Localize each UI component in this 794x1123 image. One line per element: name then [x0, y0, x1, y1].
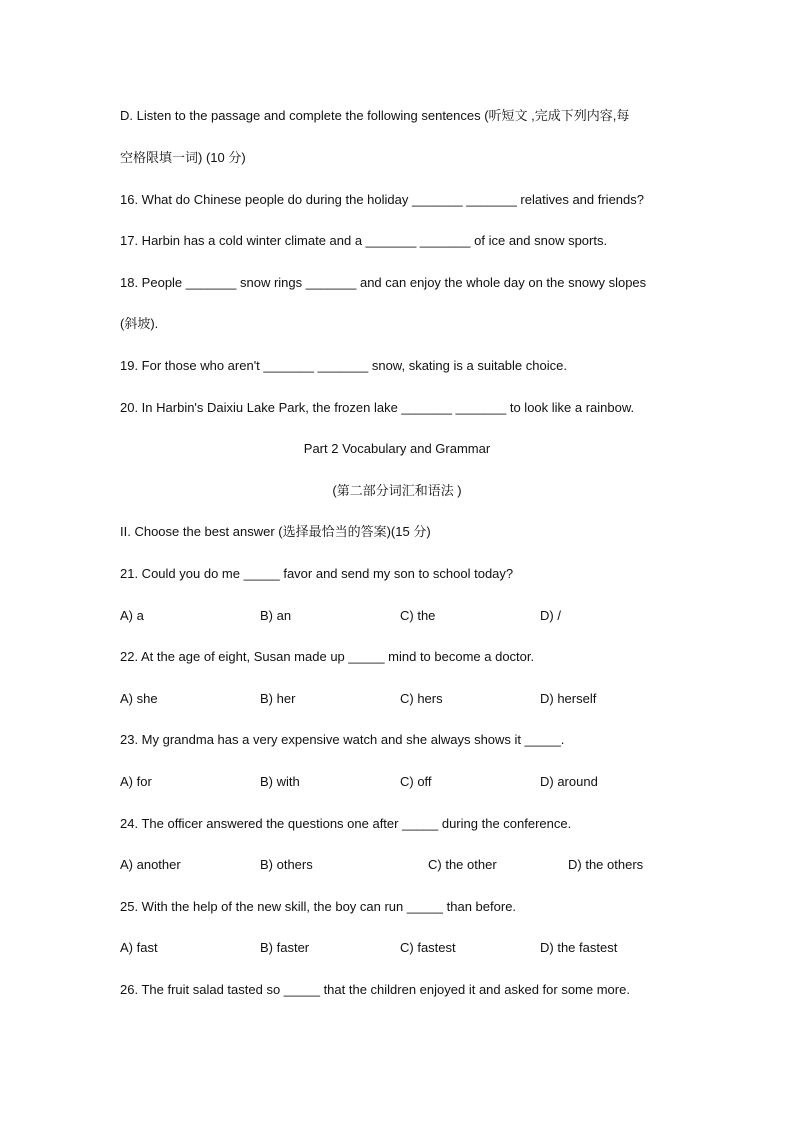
q21-option-a: A) a: [120, 608, 144, 623]
question-17: 17. Harbin has a cold winter climate and a _______ _______ of ice and snow sports.: [120, 233, 608, 248]
q24-option-b: B) others: [260, 857, 313, 872]
q21-option-d: D) /: [540, 608, 561, 623]
part2-title: Part 2 Vocabulary and Grammar: [303, 441, 491, 456]
q22-option-a: A) she: [120, 691, 158, 706]
question-25: 25. With the help of the new skill, the boy can run _____ than before.: [120, 899, 517, 914]
q21-option-b: B) an: [260, 608, 292, 623]
question-24: 24. The officer answered the questions one after _____ during the conference.: [120, 816, 572, 831]
q24-option-a: A) another: [120, 857, 181, 872]
question-19: 19. For those who aren't _______ _______ snow, skating is a suitable choice.: [120, 358, 567, 373]
question-22: 22. At the age of eight, Susan made up _____ mind to become a doctor.: [120, 649, 535, 664]
section-ii-heading: II. Choose the best answer (选择最恰当的答案)(15 分): [120, 524, 431, 539]
q22-option-c: C) hers: [400, 691, 443, 706]
q23-option-c: C) off: [400, 774, 432, 789]
q25-option-c: C) fastest: [400, 940, 456, 955]
question-16: 16. What do Chinese people do during the holiday _______ _______ relatives and friends?: [120, 192, 644, 207]
q23-option-b: B) with: [260, 774, 300, 789]
question-26: 26. The fruit salad tasted so _____ that the children enjoyed it and asked for some more.: [120, 982, 630, 997]
q24-option-c: C) the other: [428, 857, 497, 872]
question-18: 18. People _______ snow rings _______ and can enjoy the whole day on the snowy slopes: [120, 275, 647, 290]
question-18-continuation: (斜坡).: [120, 316, 159, 331]
question-21: 21. Could you do me _____ favor and send my son to school today?: [120, 566, 514, 581]
question-20: 20. In Harbin's Daixiu Lake Park, the frozen lake _______ _______ to look like a rainbow.: [120, 400, 635, 415]
part2-subtitle: (第二部分词汇和语法 ): [332, 483, 462, 498]
q25-option-b: B) faster: [260, 940, 310, 955]
q23-option-a: A) for: [120, 774, 152, 789]
q21-option-c: C) the: [400, 608, 436, 623]
q25-option-a: A) fast: [120, 940, 158, 955]
q25-option-d: D) the fastest: [540, 940, 618, 955]
q22-option-b: B) her: [260, 691, 296, 706]
section-d-heading-line2: 空格限填一词) (10 分): [120, 150, 246, 165]
q22-option-d: D) herself: [540, 691, 597, 706]
question-23: 23. My grandma has a very expensive watch and she always shows it _____.: [120, 732, 565, 747]
q23-option-d: D) around: [540, 774, 598, 789]
q24-option-d: D) the others: [568, 857, 644, 872]
section-d-heading-line1: D. Listen to the passage and complete the following sentences (听短文 ,完成下列内容,每: [120, 108, 630, 123]
